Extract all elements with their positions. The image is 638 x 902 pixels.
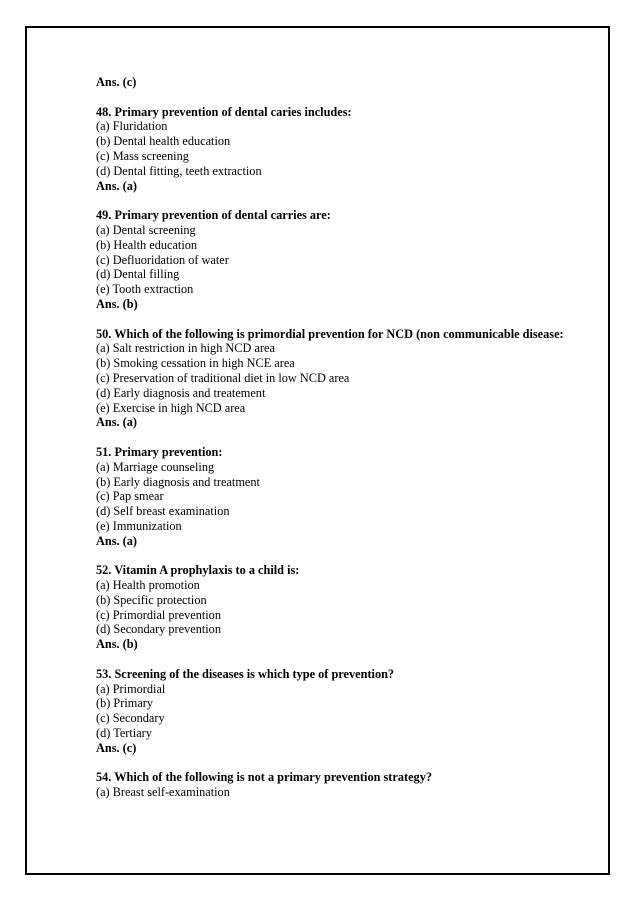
question-block: [96, 327, 566, 431]
option-line: (d) Dental filling: [96, 267, 180, 282]
option-line: (b) Health education: [96, 237, 198, 252]
spacer: [96, 549, 566, 564]
spacer: [96, 756, 566, 771]
option-line: (d) Secondary prevention: [96, 622, 221, 637]
document-body: [96, 75, 566, 800]
option-line: (c) Mass screening: [96, 148, 189, 163]
option-line: (a) Salt restriction in high NCD area: [96, 341, 275, 356]
option-line: (b) Smoking cessation in high NCE area: [96, 356, 295, 371]
spacer: [96, 193, 566, 208]
option-line: (b) Dental health education: [96, 134, 231, 149]
question-block: [96, 445, 566, 549]
option-line: (c) Defluoridation of water: [96, 252, 229, 267]
spacer: [96, 90, 566, 105]
question-block: [96, 208, 566, 312]
option-line: (c) Primordial prevention: [96, 607, 221, 622]
question-block: [96, 667, 566, 756]
option-line: (d) Self breast examination: [96, 504, 230, 519]
option-line: (a) Marriage counseling: [96, 459, 215, 474]
answer-line: Ans. (b): [96, 637, 138, 652]
option-line: (d) Dental fitting, teeth extraction: [96, 163, 262, 178]
option-line: (a) Fluridation: [96, 119, 168, 134]
answer-line: Ans. (a): [96, 533, 137, 548]
question-block: [96, 105, 566, 194]
question-text: 49. Primary prevention of dental carries are:: [96, 208, 331, 223]
question-text: 54. Which of the following is not a primary prevention strategy?: [96, 770, 432, 785]
option-line: (a) Dental screening: [96, 222, 196, 237]
question-text: 53. Screening of the diseases is which type of prevention?: [96, 666, 395, 681]
question-block: [96, 770, 566, 800]
option-line: (d) Early diagnosis and treatement: [96, 385, 266, 400]
option-line: (b) Primary: [96, 696, 154, 711]
question-text: 48. Primary prevention of dental caries includes:: [96, 104, 352, 119]
option-line: (b) Specific protection: [96, 592, 207, 607]
option-line: (a) Breast self-examination: [96, 785, 230, 800]
question-text: 52. Vitamin A prophylaxis to a child is:: [96, 563, 300, 578]
question-block: [96, 563, 566, 652]
spacer: [96, 652, 566, 667]
option-line: (d) Tertiary: [96, 726, 152, 741]
option-line: (a) Health promotion: [96, 578, 200, 593]
option-line: (b) Early diagnosis and treatment: [96, 474, 260, 489]
question-text: 51. Primary prevention:: [96, 444, 223, 459]
answer-line: Ans. (a): [96, 415, 137, 430]
option-line: (a) Primordial: [96, 681, 166, 696]
spacer: [96, 312, 566, 327]
option-line: (e) Exercise in high NCD area: [96, 400, 246, 415]
answer-line: Ans. (c): [96, 740, 137, 755]
option-line: (e) Immunization: [96, 518, 182, 533]
option-line: (e) Tooth extraction: [96, 282, 194, 297]
option-line: (c) Pap smear: [96, 489, 164, 504]
answer-line: Ans. (a): [96, 178, 137, 193]
question-text: 50. Which of the following is primordial prevention for NCD (non communicable disease:: [96, 326, 564, 341]
option-line: (c) Preservation of traditional diet in low NCD area: [96, 370, 350, 385]
option-line: (c) Secondary: [96, 711, 165, 726]
answer-line: Ans. (b): [96, 296, 138, 311]
answer-line: Ans. (c): [96, 75, 137, 89]
spacer: [96, 430, 566, 445]
